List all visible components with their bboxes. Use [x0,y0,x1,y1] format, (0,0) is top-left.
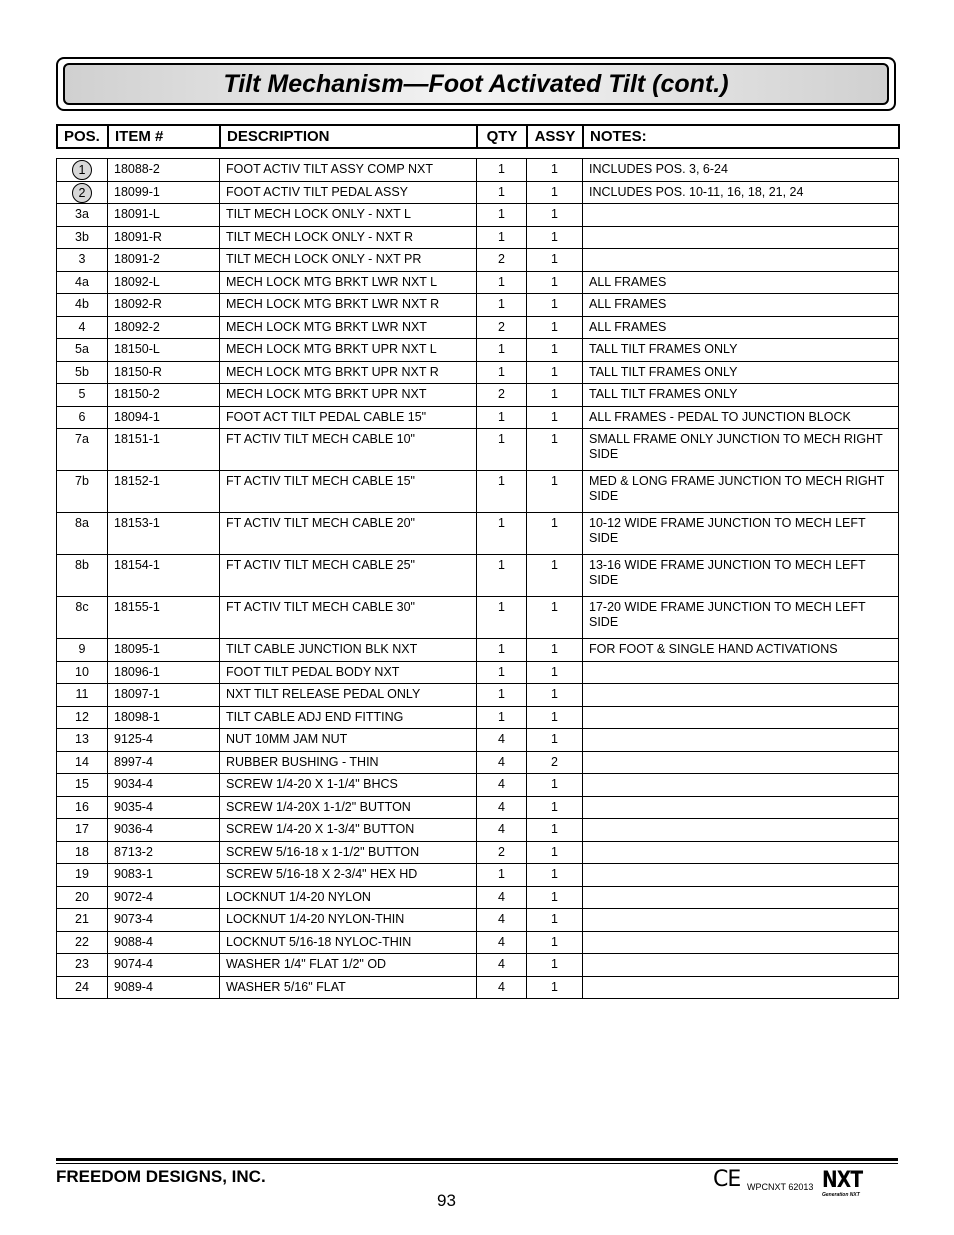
row-qty: 4 [477,751,527,774]
footer-rule-thin [56,1163,898,1164]
row-notes: INCLUDES POS. 3, 6-24 [583,159,899,182]
row-notes [583,774,899,797]
row-notes: SMALL FRAME ONLY JUNCTION TO MECH RIGHT SIDE [583,429,899,471]
row-notes [583,729,899,752]
row-qty: 4 [477,976,527,999]
header-row [57,125,899,148]
table-row [57,661,899,684]
header-pos: POS. [57,125,108,148]
table-row [57,796,899,819]
row-pos: 22 [57,931,108,954]
row-item-number: 9073-4 [108,909,220,932]
nxt-logo [822,1170,868,1198]
row-notes [583,864,899,887]
row-pos: 8c [57,597,108,639]
row-item-number: 18097-1 [108,684,220,707]
circled-position-number: 1 [72,160,92,180]
row-item-number: 18098-1 [108,706,220,729]
row-description: SCREW 5/16-18 x 1-1/2" BUTTON [220,841,477,864]
row-item-number: 9035-4 [108,796,220,819]
row-qty: 1 [477,361,527,384]
row-pos: 3 [57,249,108,272]
table-row [57,429,899,471]
row-description: FT ACTIV TILT MECH CABLE 25" [220,555,477,597]
row-description: MECH LOCK MTG BRKT LWR NXT L [220,271,477,294]
row-qty: 1 [477,471,527,513]
row-item-number: 18154-1 [108,555,220,597]
row-qty: 1 [477,429,527,471]
row-item-number: 9074-4 [108,954,220,977]
row-description: NUT 10MM JAM NUT [220,729,477,752]
row-assy: 1 [527,204,583,227]
row-pos: 13 [57,729,108,752]
table-row [57,384,899,407]
table-row [57,751,899,774]
header-qty: QTY [477,125,527,148]
page-title: Tilt Mechanism—Foot Activated Tilt (cont.) [223,69,729,98]
row-description: TILT MECH LOCK ONLY - NXT R [220,226,477,249]
table-row [57,181,899,204]
footer-rule [56,1158,898,1161]
row-notes: 13-16 WIDE FRAME JUNCTION TO MECH LEFT SIDE [583,555,899,597]
row-item-number: 18099-1 [108,181,220,204]
row-description: TILT MECH LOCK ONLY - NXT PR [220,249,477,272]
row-qty: 1 [477,706,527,729]
row-qty: 4 [477,729,527,752]
row-notes [583,819,899,842]
row-description: MECH LOCK MTG BRKT LWR NXT R [220,294,477,317]
table-row [57,886,899,909]
row-assy: 1 [527,976,583,999]
row-item-number: 18091-2 [108,249,220,272]
row-pos: 15 [57,774,108,797]
row-assy: 1 [527,249,583,272]
row-qty: 1 [477,555,527,597]
title-banner [56,57,896,111]
row-description: NXT TILT RELEASE PEDAL ONLY [220,684,477,707]
row-description: MECH LOCK MTG BRKT UPR NXT [220,384,477,407]
row-item-number: 9083-1 [108,864,220,887]
row-description: MECH LOCK MTG BRKT UPR NXT L [220,339,477,362]
row-item-number: 18150-R [108,361,220,384]
row-assy: 1 [527,406,583,429]
table-row [57,271,899,294]
row-pos: 7a [57,429,108,471]
row-notes [583,661,899,684]
table-row [57,294,899,317]
row-qty: 1 [477,339,527,362]
row-pos: 21 [57,909,108,932]
table-row [57,639,899,662]
row-notes [583,684,899,707]
row-item-number: 9036-4 [108,819,220,842]
row-notes [583,976,899,999]
row-description: TILT MECH LOCK ONLY - NXT L [220,204,477,227]
row-assy: 1 [527,729,583,752]
row-description: FOOT ACTIV TILT ASSY COMP NXT [220,159,477,182]
row-qty: 4 [477,819,527,842]
parts-table [56,158,899,999]
row-qty: 1 [477,294,527,317]
table-row [57,819,899,842]
table-row [57,513,899,555]
row-description: SCREW 1/4-20 X 1-3/4" BUTTON [220,819,477,842]
row-qty: 1 [477,639,527,662]
table-row [57,864,899,887]
row-pos: 8a [57,513,108,555]
row-qty: 2 [477,316,527,339]
row-item-number: 18091-R [108,226,220,249]
row-pos: 7b [57,471,108,513]
table-row [57,931,899,954]
row-description: LOCKNUT 5/16-18 NYLOC-THIN [220,931,477,954]
row-qty: 1 [477,406,527,429]
row-notes [583,226,899,249]
row-pos: 17 [57,819,108,842]
row-notes [583,886,899,909]
row-assy: 1 [527,513,583,555]
row-qty: 1 [477,271,527,294]
row-pos: 9 [57,639,108,662]
row-description: WASHER 5/16" FLAT [220,976,477,999]
row-assy: 1 [527,639,583,662]
row-pos: 18 [57,841,108,864]
row-notes: TALL TILT FRAMES ONLY [583,339,899,362]
row-pos: 19 [57,864,108,887]
row-assy: 1 [527,774,583,797]
row-item-number: 9072-4 [108,886,220,909]
row-pos: 3b [57,226,108,249]
row-notes [583,909,899,932]
row-assy: 2 [527,751,583,774]
table-row [57,316,899,339]
row-item-number: 18096-1 [108,661,220,684]
row-item-number: 9125-4 [108,729,220,752]
row-assy: 1 [527,471,583,513]
row-qty: 1 [477,159,527,182]
row-description: FOOT ACTIV TILT PEDAL ASSY [220,181,477,204]
row-assy: 1 [527,181,583,204]
table-row [57,706,899,729]
company-name: FREEDOM DESIGNS, INC. [56,1167,266,1186]
row-notes: TALL TILT FRAMES ONLY [583,361,899,384]
table-row [57,774,899,797]
row-item-number: 9089-4 [108,976,220,999]
row-assy: 1 [527,684,583,707]
row-assy: 1 [527,226,583,249]
row-pos [57,159,108,182]
row-description: MECH LOCK MTG BRKT UPR NXT R [220,361,477,384]
row-assy: 1 [527,931,583,954]
row-qty: 1 [477,181,527,204]
row-assy: 1 [527,796,583,819]
row-assy: 1 [527,661,583,684]
table-row [57,159,899,182]
row-qty: 1 [477,597,527,639]
row-notes [583,841,899,864]
row-item-number: 18155-1 [108,597,220,639]
row-item-number: 18095-1 [108,639,220,662]
row-notes: ALL FRAMES [583,271,899,294]
table-row [57,597,899,639]
header-notes: NOTES: [583,125,899,148]
row-pos [57,181,108,204]
row-description: TILT CABLE ADJ END FITTING [220,706,477,729]
logo-text: NXT [822,1168,863,1193]
row-description: SCREW 5/16-18 X 2-3/4" HEX HD [220,864,477,887]
row-qty: 2 [477,384,527,407]
row-item-number: 18092-R [108,294,220,317]
table-row [57,361,899,384]
row-qty: 1 [477,513,527,555]
row-description: FOOT ACT TILT PEDAL CABLE 15" [220,406,477,429]
row-pos: 5a [57,339,108,362]
row-pos: 10 [57,661,108,684]
row-description: SCREW 1/4-20X 1-1/2" BUTTON [220,796,477,819]
row-description: TILT CABLE JUNCTION BLK NXT [220,639,477,662]
row-item-number: 18088-2 [108,159,220,182]
parts-table-body [57,159,899,999]
row-notes: ALL FRAMES - PEDAL TO JUNCTION BLOCK [583,406,899,429]
row-qty: 4 [477,886,527,909]
row-assy: 1 [527,909,583,932]
row-description: LOCKNUT 1/4-20 NYLON [220,886,477,909]
row-assy: 1 [527,819,583,842]
row-notes: ALL FRAMES [583,294,899,317]
row-assy: 1 [527,954,583,977]
row-assy: 1 [527,555,583,597]
row-description: FT ACTIV TILT MECH CABLE 30" [220,597,477,639]
row-description: MECH LOCK MTG BRKT LWR NXT [220,316,477,339]
row-qty: 4 [477,931,527,954]
row-assy: 1 [527,429,583,471]
table-row [57,841,899,864]
row-pos: 23 [57,954,108,977]
row-assy: 1 [527,864,583,887]
row-qty: 2 [477,841,527,864]
row-qty: 1 [477,864,527,887]
row-pos: 12 [57,706,108,729]
row-assy: 1 [527,597,583,639]
row-assy: 1 [527,886,583,909]
table-row [57,471,899,513]
row-qty: 2 [477,249,527,272]
row-notes [583,751,899,774]
header-assy: ASSY [527,125,583,148]
row-item-number: 18152-1 [108,471,220,513]
row-notes: TALL TILT FRAMES ONLY [583,384,899,407]
table-row [57,684,899,707]
row-pos: 24 [57,976,108,999]
row-pos: 5 [57,384,108,407]
row-assy: 1 [527,361,583,384]
row-qty: 4 [477,909,527,932]
row-pos: 4b [57,294,108,317]
table-row [57,339,899,362]
header-item: ITEM # [108,125,220,148]
row-pos: 3a [57,204,108,227]
row-assy: 1 [527,294,583,317]
row-notes: ALL FRAMES [583,316,899,339]
row-notes [583,796,899,819]
row-item-number: 9034-4 [108,774,220,797]
row-pos: 16 [57,796,108,819]
row-assy: 1 [527,339,583,362]
row-pos: 4a [57,271,108,294]
row-qty: 4 [477,954,527,977]
row-qty: 4 [477,774,527,797]
row-item-number: 18151-1 [108,429,220,471]
row-notes [583,249,899,272]
row-assy: 1 [527,384,583,407]
table-row [57,909,899,932]
row-pos: 6 [57,406,108,429]
row-pos: 4 [57,316,108,339]
table-row [57,954,899,977]
row-item-number: 18092-L [108,271,220,294]
table-row [57,976,899,999]
row-pos: 14 [57,751,108,774]
circled-position-number: 2 [72,183,92,203]
row-description: FT ACTIV TILT MECH CABLE 10" [220,429,477,471]
logo-subtext: Generation NXT [822,1192,860,1198]
row-item-number: 18153-1 [108,513,220,555]
row-notes [583,931,899,954]
row-notes [583,204,899,227]
row-description: WASHER 1/4" FLAT 1/2" OD [220,954,477,977]
row-item-number: 9088-4 [108,931,220,954]
row-pos: 5b [57,361,108,384]
row-qty: 1 [477,226,527,249]
row-item-number: 18150-L [108,339,220,362]
row-item-number: 8713-2 [108,841,220,864]
row-assy: 1 [527,271,583,294]
row-qty: 4 [477,796,527,819]
table-row [57,204,899,227]
row-item-number: 18150-2 [108,384,220,407]
row-pos: 8b [57,555,108,597]
table-row [57,406,899,429]
row-notes [583,706,899,729]
row-item-number: 18092-2 [108,316,220,339]
row-assy: 1 [527,316,583,339]
row-notes: FOR FOOT & SINGLE HAND ACTIVATIONS [583,639,899,662]
table-row [57,555,899,597]
row-description: FT ACTIV TILT MECH CABLE 20" [220,513,477,555]
row-pos: 11 [57,684,108,707]
table-header [56,124,900,149]
row-description: FOOT TILT PEDAL BODY NXT [220,661,477,684]
ce-mark-icon: CE [713,1167,741,1192]
row-notes: MED & LONG FRAME JUNCTION TO MECH RIGHT SIDE [583,471,899,513]
row-qty: 1 [477,204,527,227]
row-item-number: 18094-1 [108,406,220,429]
table-row [57,249,899,272]
row-assy: 1 [527,706,583,729]
row-notes [583,954,899,977]
document-code: WPCNXT 62013 [747,1182,814,1192]
page-number: 93 [437,1191,456,1210]
row-assy: 1 [527,159,583,182]
row-qty: 1 [477,661,527,684]
row-description: SCREW 1/4-20 X 1-1/4" BHCS [220,774,477,797]
row-qty: 1 [477,684,527,707]
table-row [57,729,899,752]
row-notes: 17-20 WIDE FRAME JUNCTION TO MECH LEFT SIDE [583,597,899,639]
row-description: FT ACTIV TILT MECH CABLE 15" [220,471,477,513]
row-description: RUBBER BUSHING - THIN [220,751,477,774]
header-description: DESCRIPTION [220,125,477,148]
row-notes: 10-12 WIDE FRAME JUNCTION TO MECH LEFT SIDE [583,513,899,555]
row-notes: INCLUDES POS. 10-11, 16, 18, 21, 24 [583,181,899,204]
row-description: LOCKNUT 1/4-20 NYLON-THIN [220,909,477,932]
title-banner-inner [63,63,889,105]
table-row [57,226,899,249]
row-item-number: 18091-L [108,204,220,227]
row-pos: 20 [57,886,108,909]
row-item-number: 8997-4 [108,751,220,774]
row-assy: 1 [527,841,583,864]
